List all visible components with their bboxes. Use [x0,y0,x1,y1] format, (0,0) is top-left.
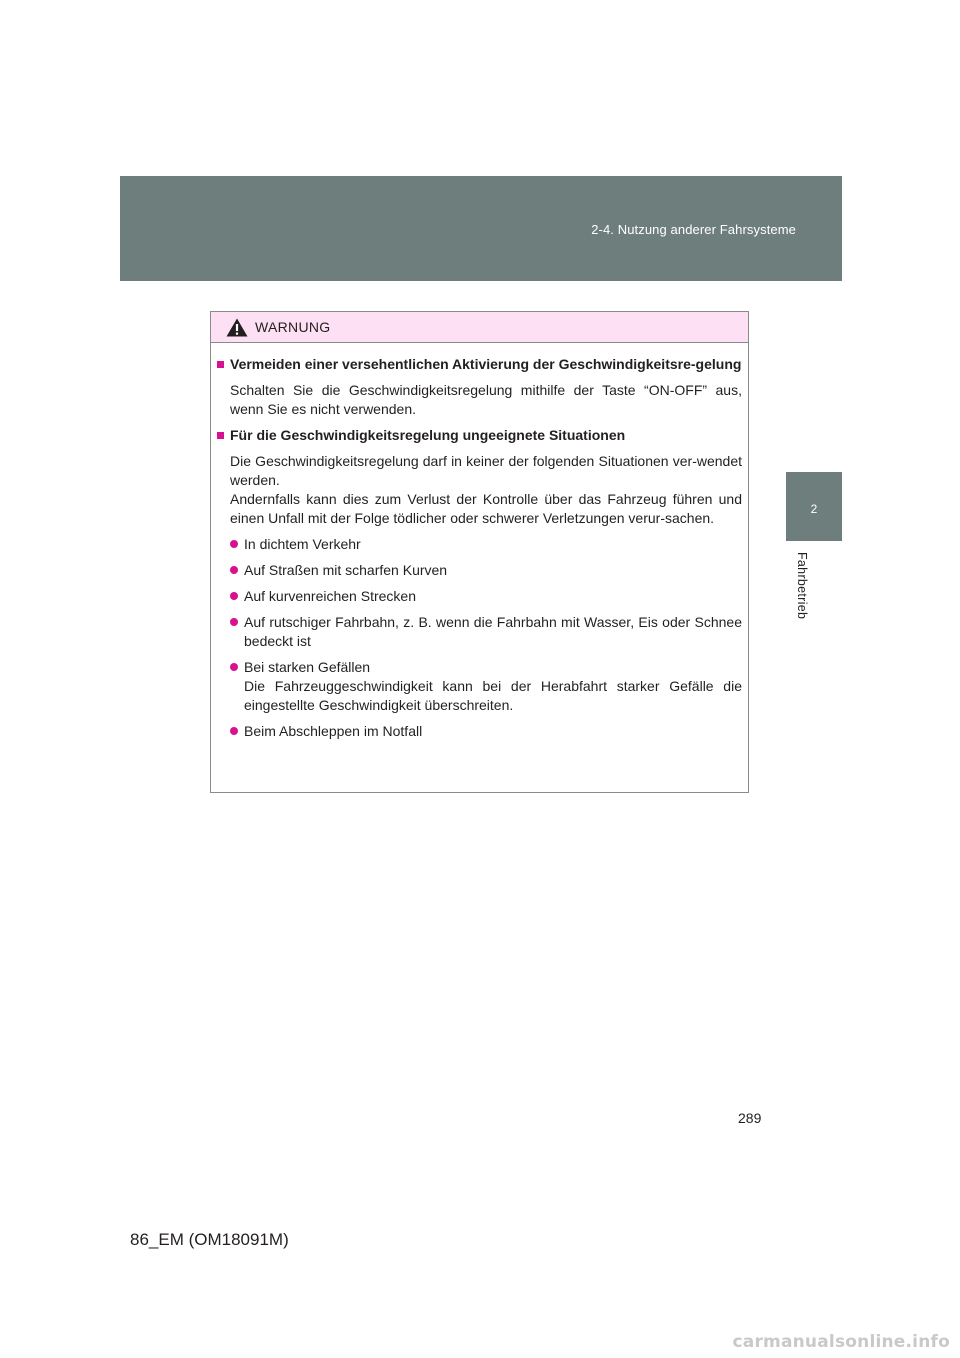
square-bullet-icon [217,432,224,439]
round-bullet-icon [230,566,238,574]
section-title: 2-4. Nutzung anderer Fahrsysteme [591,222,796,237]
list-item-text: Beim Abschleppen im Notfall [244,723,423,739]
section-heading [217,355,742,374]
list-item-text: Bei starken Gefällen [244,659,371,675]
paragraph: Schalten Sie die Geschwindigkeitsregelung mithilfe der Taste “ON-OFF” aus, wenn Sie es nicht verwenden. [230,382,742,417]
round-bullet-icon [230,663,238,671]
warning-body [211,343,748,741]
warning-box [210,311,749,793]
warning-section [217,355,742,419]
page-number: 289 [738,1110,762,1126]
list-item-text: Auf rutschiger Fahrbahn, z. B. wenn die Fahrbahn mit Wasser, Eis oder Schnee bedeckt ist [244,614,742,649]
round-bullet-icon [230,540,238,548]
round-bullet-icon [230,592,238,600]
header-band [120,176,842,281]
list-item-subtext: Die Fahrzeuggeschwindigkeit kann bei der Herabfahrt starker Gefälle die eingestellte Geschwindigkeit überschreiten. [244,678,742,713]
list-item-content [244,658,742,715]
section-heading-text: Vermeiden einer versehentlichen Aktivierung der Geschwindigkeitsre-gelung [230,356,742,372]
list-item-text: Auf kurvenreichen Strecken [244,588,416,604]
list-item [230,613,742,651]
chapter-label: Fahrbetrieb [795,552,809,620]
warning-title: WARNUNG [255,319,331,335]
round-bullet-icon [230,727,238,735]
chapter-number: 2 [810,502,818,516]
list-item [230,535,742,554]
list-item [230,658,742,715]
situation-list [217,535,742,741]
round-bullet-icon [230,618,238,626]
paragraph-line: Andernfalls kann dies zum Verlust der Kontrolle über das Fahrzeug führen und einen Unfall mit der Folge tödlicher oder schwerer Verletzungen verur-sachen. [230,491,742,526]
list-item-text: Auf Straßen mit scharfen Kurven [244,562,448,578]
watermark: carmanualsonline.info [732,1332,950,1352]
list-item [230,587,742,606]
paragraph-line: Die Geschwindigkeitsregelung darf in keiner der folgenden Situationen ver-wendet werden. [230,453,742,488]
list-item [230,561,742,580]
section-heading [217,426,742,445]
chapter-tab [786,472,842,541]
document-code: 86_EM (OM18091M) [130,1230,289,1249]
square-bullet-icon [217,361,224,368]
paragraph [230,452,742,528]
warning-triangle-icon [226,318,248,337]
list-item-text: In dichtem Verkehr [244,536,361,552]
warning-header [211,312,748,343]
list-item [230,722,742,741]
section-heading-text: Für die Geschwindigkeitsregelung ungeeignete Situationen [230,427,626,443]
warning-section [217,426,742,741]
